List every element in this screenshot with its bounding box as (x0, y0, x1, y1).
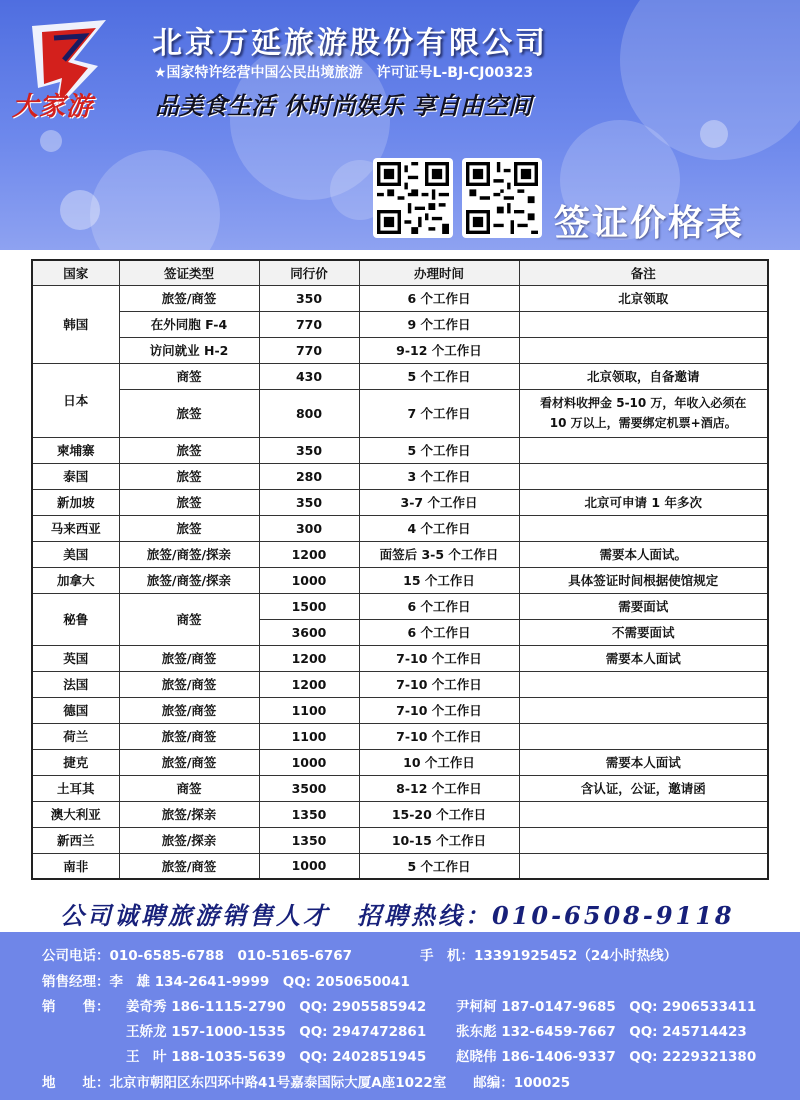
visa-price-table (31, 259, 769, 880)
sales-label: 销 售： (42, 999, 110, 1015)
price-cell: 280 (259, 463, 359, 489)
visa-type-cell: 旅签/商签 (119, 749, 259, 775)
page-title: 签证价格表 (554, 203, 745, 244)
country-cell: 马来西亚 (32, 515, 119, 541)
table-row (32, 567, 768, 593)
table-row (32, 593, 768, 619)
table-row (32, 723, 768, 749)
visa-type-cell: 访问就业 H-2 (119, 337, 259, 363)
country-cell: 土耳其 (32, 775, 119, 801)
note-cell (519, 671, 768, 697)
visa-type-cell: 旅签/商签 (119, 723, 259, 749)
time-cell: 9 个工作日 (359, 311, 519, 337)
visa-type-cell: 旅签/商签/探亲 (119, 567, 259, 593)
column-header: 同行价 (259, 260, 359, 285)
note-cell (519, 437, 768, 463)
visa-type-cell: 商签 (119, 775, 259, 801)
visa-type-cell: 旅签/探亲 (119, 827, 259, 853)
price-cell: 1000 (259, 853, 359, 879)
note-cell (519, 337, 768, 363)
column-header: 国家 (32, 260, 119, 285)
note-cell (519, 697, 768, 723)
price-cell: 350 (259, 489, 359, 515)
sales-contact: 王 叶 188-1035-5639 QQ: 2402851945 (126, 1049, 427, 1065)
address-row (42, 1071, 570, 1091)
visa-type-cell: 旅签/商签 (119, 285, 259, 311)
time-cell: 5 个工作日 (359, 853, 519, 879)
table-row (32, 697, 768, 723)
country-cell: 加拿大 (32, 567, 119, 593)
visa-type-cell: 商签 (119, 363, 259, 389)
table-row (32, 489, 768, 515)
note-cell: 含认证，公证，邀请函 (519, 775, 768, 801)
price-cell: 1100 (259, 697, 359, 723)
note-line: 10 万以上，需要绑定机票+酒店。 (549, 416, 737, 430)
time-cell: 3-7 个工作日 (359, 489, 519, 515)
time-cell: 5 个工作日 (359, 437, 519, 463)
time-cell: 3 个工作日 (359, 463, 519, 489)
visa-type-cell: 商签 (119, 593, 259, 645)
country-cell: 捷克 (32, 749, 119, 775)
mobile-row (420, 944, 677, 964)
visa-type-cell: 旅签/探亲 (119, 801, 259, 827)
sales-contact: 王娇龙 157-1000-1535 QQ: 2947472861 (126, 1024, 427, 1040)
country-cell: 韩国 (32, 285, 119, 363)
table-row (32, 645, 768, 671)
company-phone: 010-6585-6788 010-5165-6767 (109, 948, 353, 964)
time-cell: 5 个工作日 (359, 363, 519, 389)
table-row (32, 801, 768, 827)
time-cell: 6 个工作日 (359, 619, 519, 645)
country-cell: 英国 (32, 645, 119, 671)
visa-type-cell: 在外同胞 F-4 (119, 311, 259, 337)
time-cell: 10-15 个工作日 (359, 827, 519, 853)
price-cell: 350 (259, 437, 359, 463)
price-cell: 800 (259, 389, 359, 437)
license-line: ★国家特许经营中国公民出境旅游 许可证号L-BJ-CJ00323 (154, 65, 534, 81)
table-row (32, 853, 768, 879)
manager-label: 销售经理： (42, 974, 110, 990)
visa-type-cell: 旅签/商签 (119, 853, 259, 879)
price-cell: 1200 (259, 671, 359, 697)
price-cell: 1000 (259, 567, 359, 593)
country-cell: 泰国 (32, 463, 119, 489)
price-cell: 300 (259, 515, 359, 541)
note-cell: 需要本人面试 (519, 645, 768, 671)
visa-type-cell: 旅签 (119, 489, 259, 515)
price-cell: 430 (259, 363, 359, 389)
header-banner (0, 0, 800, 250)
country-cell: 日本 (32, 363, 119, 437)
visa-type-cell: 旅签 (119, 389, 259, 437)
note-cell (519, 463, 768, 489)
table-row (32, 671, 768, 697)
price-cell: 1200 (259, 541, 359, 567)
note-cell: 具体签证时间根据使馆规定 (519, 567, 768, 593)
note-cell: 不需要面试 (519, 619, 768, 645)
qr-code-icon (373, 158, 453, 238)
table-row (32, 311, 768, 337)
country-cell: 秘鲁 (32, 593, 119, 645)
column-header: 办理时间 (359, 260, 519, 285)
time-cell: 6 个工作日 (359, 593, 519, 619)
country-cell: 法国 (32, 671, 119, 697)
table-row (32, 363, 768, 389)
note-cell: 需要面试 (519, 593, 768, 619)
country-cell: 德国 (32, 697, 119, 723)
note-cell (519, 827, 768, 853)
time-cell: 7-10 个工作日 (359, 645, 519, 671)
time-cell: 7-10 个工作日 (359, 671, 519, 697)
contact-footer (0, 932, 800, 1100)
note-cell: 北京领取，自备邀请 (519, 363, 768, 389)
country-cell: 新加坡 (32, 489, 119, 515)
time-cell: 10 个工作日 (359, 749, 519, 775)
price-cell: 350 (259, 285, 359, 311)
address-label: 地 址： (42, 1075, 110, 1091)
note-cell (519, 853, 768, 879)
price-cell: 770 (259, 311, 359, 337)
price-cell: 1500 (259, 593, 359, 619)
price-cell: 1350 (259, 827, 359, 853)
time-cell: 7 个工作日 (359, 389, 519, 437)
company-phone-row (42, 944, 352, 964)
table-row (32, 337, 768, 363)
visa-type-cell: 旅签/商签/探亲 (119, 541, 259, 567)
table-header-row (32, 260, 768, 285)
sales-contact: 张东彪 132-6459-7667 QQ: 245714423 (456, 1024, 747, 1040)
note-cell: 需要本人面试。 (519, 541, 768, 567)
table-row (32, 389, 768, 437)
time-cell: 15 个工作日 (359, 567, 519, 593)
table-row (32, 515, 768, 541)
note-line: 看材料收押金 5-10 万，年收入必须在 (540, 396, 747, 410)
manager-contact: 李 雄 134-2641-9999 QQ: 2050650041 (109, 974, 410, 990)
mobile-number: 13391925452（24小时热线） (474, 948, 678, 964)
note-cell (519, 311, 768, 337)
column-header: 签证类型 (119, 260, 259, 285)
time-cell: 面签后 3-5 个工作日 (359, 541, 519, 567)
note-cell: 北京领取 (519, 285, 768, 311)
time-cell: 8-12 个工作日 (359, 775, 519, 801)
slogan: 品美食生活 休时尚娱乐 享自由空间 (155, 91, 532, 120)
visa-type-cell: 旅签 (119, 437, 259, 463)
note-cell: 北京可申请 1 年多次 (519, 489, 768, 515)
price-cell: 1000 (259, 749, 359, 775)
price-cell: 770 (259, 337, 359, 363)
visa-type-cell: 旅签/商签 (119, 645, 259, 671)
country-cell: 澳大利亚 (32, 801, 119, 827)
price-cell: 1350 (259, 801, 359, 827)
visa-type-cell: 旅签 (119, 463, 259, 489)
address-text: 北京市朝阳区东四环中路41号嘉泰国际大厦A座1022室 邮编：100025 (109, 1075, 571, 1091)
table-row (32, 749, 768, 775)
company-name: 北京万延旅游股份有限公司 (152, 26, 548, 61)
sales-contact: 姜奇秀 186-1115-2790 QQ: 2905585942 (126, 999, 427, 1015)
price-section (0, 250, 800, 932)
table-row (32, 285, 768, 311)
visa-type-cell: 旅签/商签 (119, 697, 259, 723)
sales-manager-row (42, 970, 410, 990)
visa-type-cell: 旅签 (119, 515, 259, 541)
time-cell: 15-20 个工作日 (359, 801, 519, 827)
note-cell: 需要本人面试 (519, 749, 768, 775)
price-cell: 3500 (259, 775, 359, 801)
time-cell: 4 个工作日 (359, 515, 519, 541)
logo-text: 大家游 (12, 92, 94, 122)
country-cell: 南非 (32, 853, 119, 879)
table-row (32, 827, 768, 853)
price-cell: 1100 (259, 723, 359, 749)
time-cell: 9-12 个工作日 (359, 337, 519, 363)
table-row (32, 541, 768, 567)
table-row (32, 463, 768, 489)
mobile-label: 手 机： (420, 948, 474, 964)
table-row (32, 775, 768, 801)
country-cell: 柬埔寨 (32, 437, 119, 463)
visa-type-cell: 旅签/商签 (119, 671, 259, 697)
note-cell (519, 389, 768, 437)
table-row (32, 437, 768, 463)
sales-contact: 尹柯柯 187-0147-9685 QQ: 2906533411 (456, 999, 757, 1015)
phone-label: 公司电话： (42, 948, 110, 964)
country-cell: 美国 (32, 541, 119, 567)
note-cell (519, 801, 768, 827)
time-cell: 7-10 个工作日 (359, 723, 519, 749)
note-cell (519, 723, 768, 749)
price-cell: 3600 (259, 619, 359, 645)
country-cell: 新西兰 (32, 827, 119, 853)
note-cell (519, 515, 768, 541)
qr-code-icon (462, 158, 542, 238)
time-cell: 7-10 个工作日 (359, 697, 519, 723)
recruitment-banner: 公司诚聘旅游销售人才 招聘热线：010-6508-9118 (60, 901, 735, 930)
price-cell: 1200 (259, 645, 359, 671)
sales-contact: 赵晓伟 186-1406-9337 QQ: 2229321380 (456, 1049, 757, 1065)
time-cell: 6 个工作日 (359, 285, 519, 311)
column-header: 备注 (519, 260, 768, 285)
country-cell: 荷兰 (32, 723, 119, 749)
